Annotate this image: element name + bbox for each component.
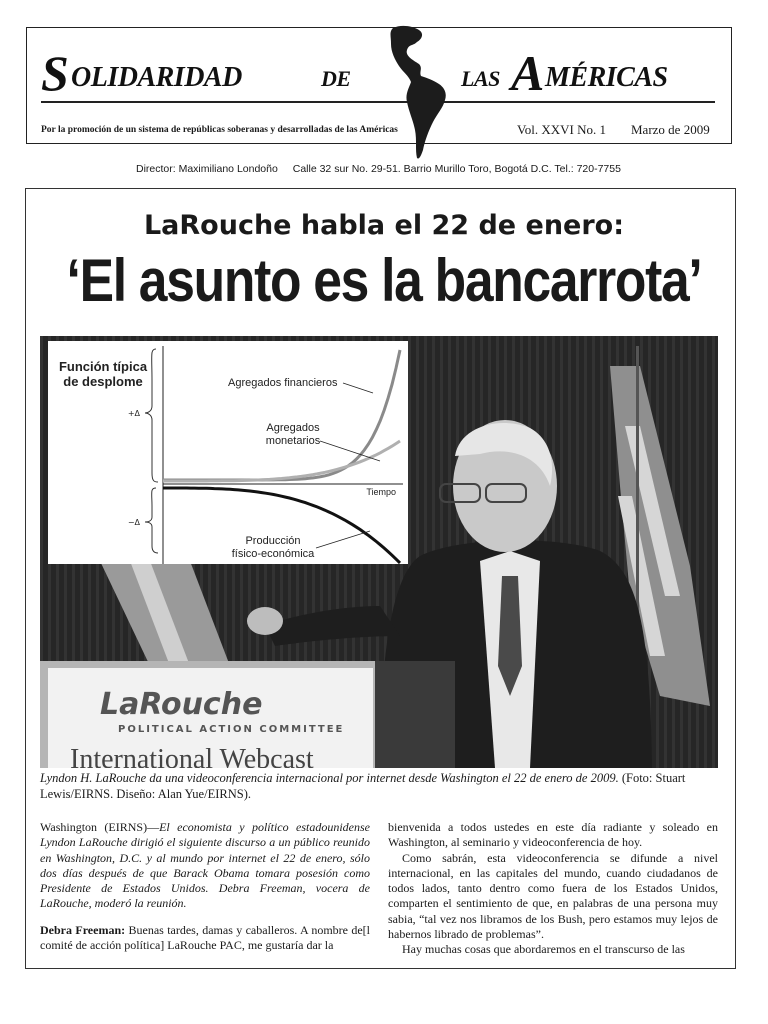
- leader-monetary: [320, 441, 380, 461]
- caption-credit: (Foto: Stuart Lewis/EIRNS. Diseño: Alan Yue/EIRNS).: [40, 771, 686, 801]
- masthead-rule: [41, 101, 715, 103]
- masthead-subtitle: Por la promoción de un sistema de repúblicas soberanas y desarrolladas de las Américas: [41, 125, 398, 135]
- dateline: Washington (EIRNS)—: [40, 820, 160, 834]
- podium-logo: LaRouche: [100, 687, 263, 722]
- office-address: Calle 32 sur No. 29-51. Barrio Murillo Toro, Bogotá D.C. Tel.: 720-7755: [292, 163, 621, 175]
- podium-webcast-text: International Webcast: [70, 744, 314, 768]
- chart-title-line2: de desplome: [63, 374, 143, 389]
- title-las: LAS: [461, 66, 500, 91]
- freeman-paragraph: [40, 923, 370, 954]
- masthead: [26, 27, 732, 144]
- leader-financial: [343, 383, 373, 393]
- article-column-left: [40, 820, 370, 953]
- y-label-negative: −Δ: [127, 518, 140, 527]
- intro-text: El economista y político estadounidense Lyndon LaRouche dirigió el siguiente discurso a un público reunido en Washington, D.C. y al mundo por internet el 22 de enero, sólo dos días después de que Barack Obama tomara posesión como Presidente de Estados Unidos. Debra Freeman, vocera de LaRouche, moderó la reunión.: [40, 820, 370, 911]
- director-line: [136, 163, 621, 175]
- article-kicker: LaRouche habla el 22 de enero:: [143, 210, 625, 241]
- freeman-text-right: bienvenida a todos ustedes en este día radiante y soleado en Washington, al seminario y videoconferencia de hoy.: [388, 820, 718, 850]
- article-paragraph-3: Hay muchas cosas que abordaremos en el transcurso de las: [402, 942, 685, 957]
- label-production-line1: Producción: [245, 535, 301, 547]
- americas-map-icon: [379, 22, 469, 162]
- title-de: DE: [321, 66, 351, 91]
- volume-number: Vol. XXVI No. 1: [517, 122, 606, 137]
- collapse-function-chart: [48, 341, 408, 564]
- title-olidaridad: OLIDARIDAD: [71, 62, 242, 93]
- label-financial-aggregates: Agregados financieros: [228, 377, 338, 389]
- article-intro: [40, 820, 370, 912]
- article-headline: ‘El asunto es la bancarrota’: [66, 247, 702, 314]
- title-initial-s: S: [41, 45, 68, 101]
- title-initial-a: A: [511, 45, 544, 101]
- article-paragraph-2: Como sabrán, esta videoconferencia se difunde a nivel internacional, en las capitales del mundo, cuando ciudadanos de todos lados, tanto dentro como fuera de los Estados Unidos, comparten el sentimiento de que, en palabras de una persona muy sabia, “tal vez nos libramos de los Bush, pero estamos muy lejos de habernos librado de problemas”.: [388, 850, 718, 942]
- chart-title-line1: Función típica: [58, 359, 148, 374]
- freeman-text-left: Buenas tardes, damas y caballeros. A nombre de[l comité de acción política] LaRouche PAC, me gustaría dar la: [40, 922, 371, 953]
- label-monetary-line1: Agregados: [266, 422, 320, 434]
- article-column-right: [388, 820, 718, 958]
- negative-brace: [145, 488, 158, 553]
- y-label-positive: +Δ: [127, 409, 140, 418]
- leader-production: [316, 531, 370, 548]
- label-monetary-line2: monetarios: [265, 435, 321, 447]
- series-monetary-aggregates: [163, 441, 400, 481]
- photo-caption: [40, 770, 720, 802]
- caption-text: Lyndon H. LaRouche da una videoconferencia internacional por internet desde Washington el 22 de enero de 2009.: [40, 771, 619, 785]
- title-mericas: MÉRICAS: [545, 62, 668, 93]
- x-axis-label: Tiempo: [366, 487, 396, 497]
- issue-date: Marzo de 2009: [631, 122, 710, 137]
- director-name: Director: Maximiliano Londoño: [136, 163, 278, 175]
- chart-svg: [48, 341, 408, 564]
- podium-pac-text: POLITICAL ACTION COMMITTEE: [118, 724, 345, 735]
- speaker-name: Debra Freeman:: [40, 922, 126, 937]
- label-production-line2: físico-económica: [231, 548, 315, 560]
